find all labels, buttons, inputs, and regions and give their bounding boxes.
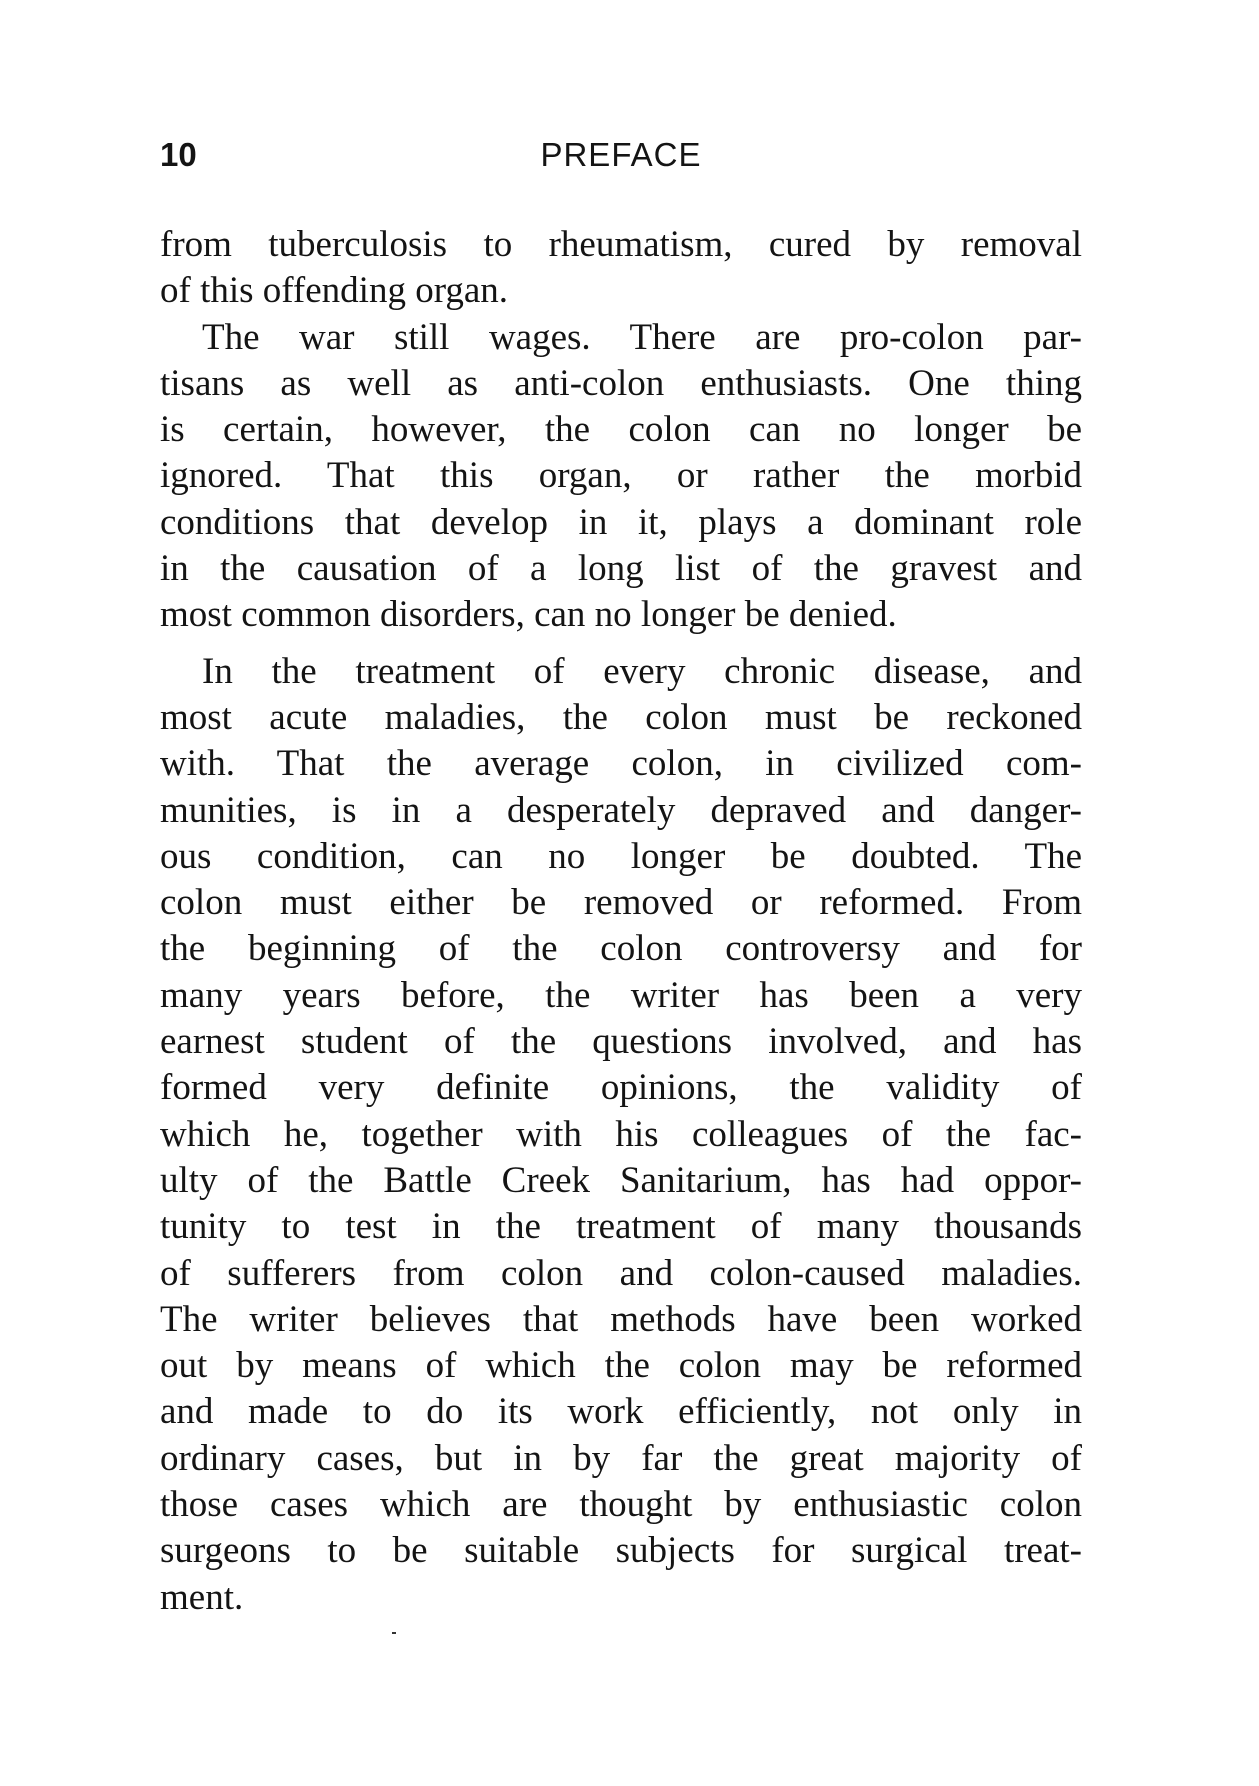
text-line: formed very definite opinions, the validity of (160, 1067, 1082, 1109)
text-line: and made to do its work efficiently, not only in (160, 1391, 1082, 1433)
text-line: most acute maladies, the colon must be reckoned (160, 696, 1082, 738)
running-head: PREFACE (540, 136, 702, 173)
text-line: conditions that develop in it, plays a dominant role (160, 501, 1082, 543)
text-line: In the treatment of every chronic disease, and (202, 650, 1082, 692)
text-line: ment. (160, 1576, 244, 1618)
paragraph-gap (160, 639, 1082, 649)
text-line: tisans as well as anti-colon enthusiasts. One thing (160, 362, 1082, 404)
text-line: with. That the average colon, in civilized com- (160, 743, 1082, 785)
text-line: many years before, the writer has been a very (160, 974, 1082, 1016)
text-line: ordinary cases, but in by far the great majority of (160, 1437, 1082, 1479)
text-line: The writer believes that methods have been worked (160, 1298, 1082, 1340)
print-speck (392, 1632, 396, 1634)
body-text (160, 222, 1082, 1621)
text-line: which he, together with his colleagues of the fac- (160, 1113, 1082, 1155)
text-line: from tuberculosis to rheumatism, cured by removal (160, 224, 1082, 265)
text-line: those cases which are thought by enthusiastic colon (160, 1484, 1082, 1526)
text-line: the beginning of the colon controversy and for (160, 928, 1082, 970)
text-line: surgeons to be suitable subjects for surgical treat- (160, 1530, 1082, 1572)
text-line: tunity to test in the treatment of many thousands (160, 1206, 1082, 1248)
text-line: ignored. That this organ, or rather the morbid (160, 455, 1082, 497)
text-line: The war still wages. There are pro-colon par- (202, 316, 1082, 358)
text-line: out by means of which the colon may be reformed (160, 1345, 1082, 1387)
text-line: earnest student of the questions involved, and has (160, 1021, 1082, 1063)
text-line: is certain, however, the colon can no longer be (160, 409, 1082, 451)
text-line: in the causation of a long list of the gravest and (160, 548, 1082, 590)
text-line: colon must either be removed or reformed. From (160, 882, 1082, 924)
text-line: munities, is in a desperately depraved and danger- (160, 789, 1082, 831)
page-number: 10 (160, 136, 197, 173)
page-header (160, 136, 1082, 186)
text-line: ous condition, can no longer be doubted. The (160, 835, 1082, 877)
text-line: ulty of the Battle Creek Sanitarium, has had oppor- (160, 1159, 1082, 1201)
text-line: most common disorders, can no longer be denied. (160, 594, 897, 636)
text-line: of this offending organ. (160, 270, 509, 312)
text-line: of sufferers from colon and colon-caused maladies. (160, 1252, 1082, 1294)
